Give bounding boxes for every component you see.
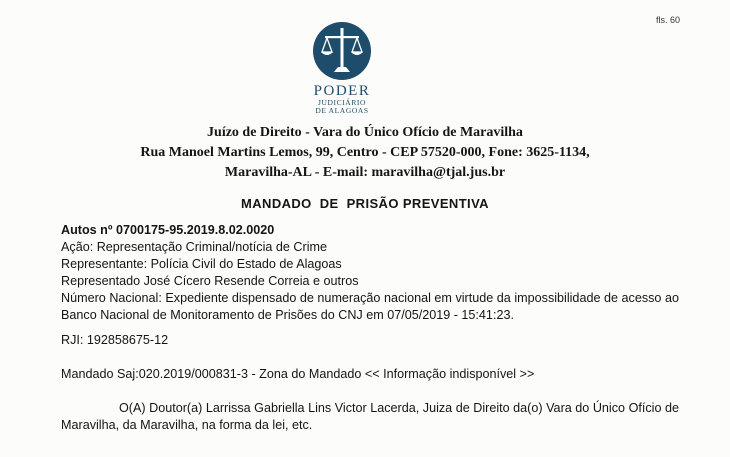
case-details <box>61 222 679 434</box>
document-title: MANDADO DE PRISÃO PREVENTIVA <box>241 196 489 211</box>
page-reference: fls. 60 <box>656 15 681 25</box>
court-name: Juízo de Direito - Vara do Único Ofício de Maravilha <box>207 125 523 140</box>
logo-word-judiciario: JUDICIÁRIO <box>317 98 367 107</box>
court-logo <box>300 20 384 114</box>
scales-of-justice-icon <box>311 20 373 82</box>
court-contact: Maravilha-AL - E-mail: maravilha@tjal.jus.br <box>224 165 506 180</box>
logo-word-poder: PODER <box>313 83 371 99</box>
court-header <box>0 123 730 183</box>
case-representado: Representado José Cícero Resende Correia e outros <box>61 274 359 288</box>
case-numero-nacional: Número Nacional: Expediente dispensado de numeração nacional em virtude da impossibilidade de acesso ao Banco Nacional de Monitoramento de Prisões do CNJ em 07/05/2019 - 15:41:23. <box>61 291 679 322</box>
case-mandado: Mandado Saj:020.2019/000831-3 - Zona do Mandado << Informação indisponível >> <box>61 367 535 381</box>
case-action: Ação: Representação Criminal/notícia de Crime <box>61 240 327 254</box>
case-rji: RJI: 192858675-12 <box>61 333 169 347</box>
judge-intro: O(A) Doutor(a) Larrissa Gabriella Lins Victor Lacerda, Juiza de Direito da(o) Vara do Único Ofício de Maravilha, da Maravilha, na forma da lei, etc. <box>61 401 679 432</box>
logo-word-alagoas: DE ALAGOAS <box>315 105 369 115</box>
court-address: Rua Manoel Martins Lemos, 99, Centro - CEP 57520-000, Fone: 3625-1134, <box>140 145 590 160</box>
case-representante: Representante: Polícia Civil do Estado de Alagoas <box>61 257 342 271</box>
case-number: Autos nº 0700175-95.2019.8.02.0020 <box>61 223 275 237</box>
